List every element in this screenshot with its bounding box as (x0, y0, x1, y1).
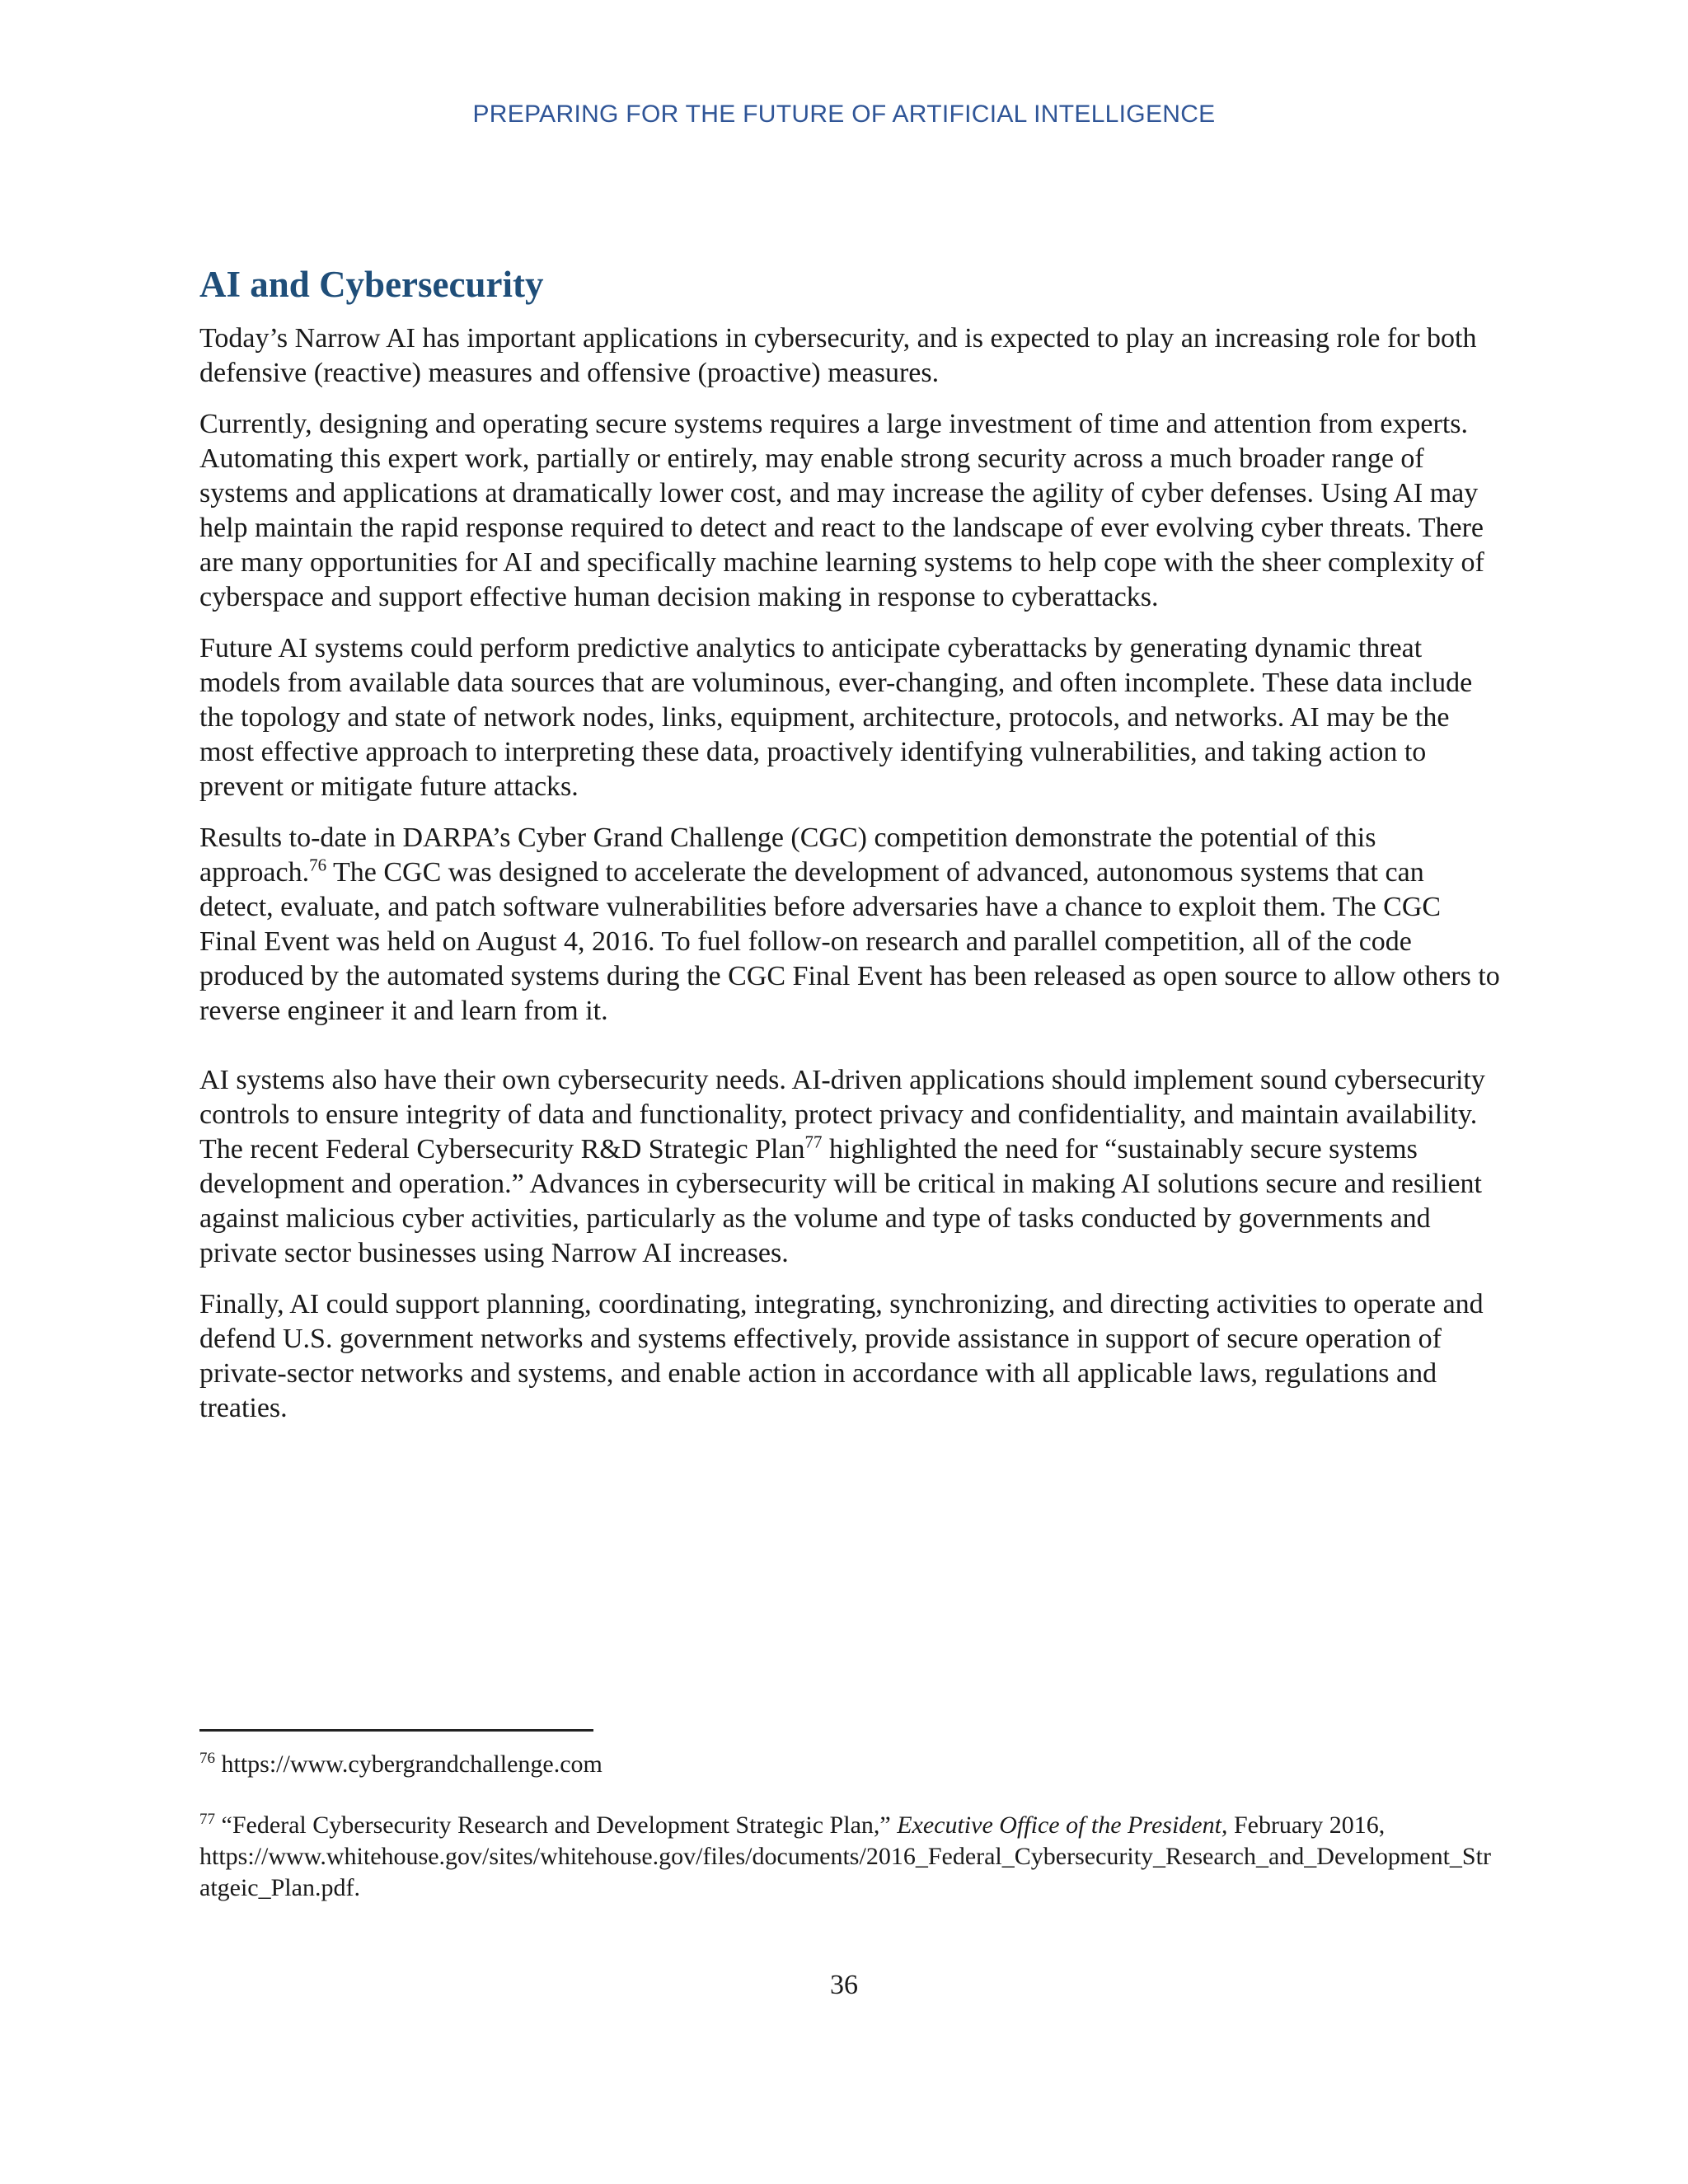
paragraph-darpa-cgc (199, 821, 1502, 1029)
footnotes (199, 1749, 1502, 1933)
paragraph-text: Results to-date in DARPA’s Cyber Grand Challenge (CGC) competition demonstrate the potential of this approach. (199, 823, 1376, 888)
paragraph-text: AI systems also have their own cybersecurity needs. AI-driven applications should implement sound cybersecurity controls to ensure integrity of data and functionality, protect privacy and confidentiality, and maintain availability. The recent Federal Cybersecurity R&D Strategic Plan (199, 1065, 1485, 1165)
paragraph-ai-security-needs (199, 1063, 1502, 1271)
footnote-76 (199, 1749, 1502, 1780)
footnote-italic-source: Executive Office of the President, (897, 1811, 1228, 1839)
paragraph-government-networks: Finally, AI could support planning, coordinating, integrating, synchronizing, and directing activities to operate and defend U.S. government networks and systems effectively, provide assistance in support of secure operation of private-sector networks and systems, and enable action in accordance with all applicable laws, regulations and treaties. (199, 1289, 1484, 1423)
footnote-text: “Federal Cybersecurity Research and Development Strategic Plan,” (215, 1811, 898, 1839)
footnote-ref-76[interactable]: 76 (309, 855, 327, 875)
running-header: PREPARING FOR THE FUTURE OF ARTIFICIAL INTELLIGENCE (472, 101, 1216, 128)
paragraph-text: highlighted the need for “sustainably secure systems development and operation.” Advances in cybersecurity will be critical in making AI solutions secure and resilient against malicious cyber activities, particularly as the volume and type of tasks conducted by governments and private sector businesses using Narrow AI increases. (199, 1134, 1482, 1268)
footnote-ref-77[interactable]: 77 (804, 1132, 823, 1152)
footnote-number: 77 (199, 1811, 215, 1828)
paragraph-intro: Today’s Narrow AI has important applications in cybersecurity, and is expected to play an increasing role for both defensive (reactive) measures and offensive (proactive) measures. (199, 323, 1477, 388)
footnote-text: February 2016, (1227, 1811, 1386, 1839)
paragraph-text: The CGC was designed to accelerate the development of advanced, autonomous systems that can detect, evaluate, and patch software vulnerabilities before adversaries have a chance to exploit them. The CGC Final Event was held on August 4, 2016. To fuel follow-on research and parallel competition, all of the code produced by the automated systems during the CGC Final Event has been released as open source to allow others to reverse engineer it and learn from it. (199, 857, 1500, 1026)
paragraph-predictive-analytics: Future AI systems could perform predictive analytics to anticipate cyberattacks by generating dynamic threat models from available data sources that are voluminous, ever-changing, and often incomplete. These data include the topology and state of network nodes, links, equipment, architecture, protocols, and networks. AI may be the most effective approach to interpreting these data, proactively identifying vulnerabilities, and taking action to prevent or mitigate future attacks. (199, 633, 1473, 802)
footnote-link[interactable]: https://www.cybergrandchallenge.com (215, 1750, 603, 1778)
main-content (199, 262, 1502, 1442)
footnote-divider (199, 1729, 593, 1732)
section-title: AI and Cybersecurity (199, 264, 544, 305)
footnote-number: 76 (199, 1750, 215, 1767)
footnote-link[interactable]: https://www.whitehouse.gov/sites/whitehouse.gov/files/documents/2016_Federal_Cybersecurity_Research_and_Development_Stratgeic_Plan.pdf. (199, 1843, 1491, 1901)
paragraph-automation: Currently, designing and operating secure systems requires a large investment of time and attention from experts. Automating this expert work, partially or entirely, may enable strong security across a much broader range of systems and applications at dramatically lower cost, and may increase the agility of cyber defenses. Using AI may help maintain the rapid response required to detect and react to the landscape of ever evolving cyber threats. There are many opportunities for AI and specifically machine learning systems to help cope with the sheer complexity of cyberspace and support effective human decision making in response to cyberattacks. (199, 409, 1484, 612)
footnote-77 (199, 1810, 1502, 1904)
page-number: 36 (830, 1970, 858, 2000)
